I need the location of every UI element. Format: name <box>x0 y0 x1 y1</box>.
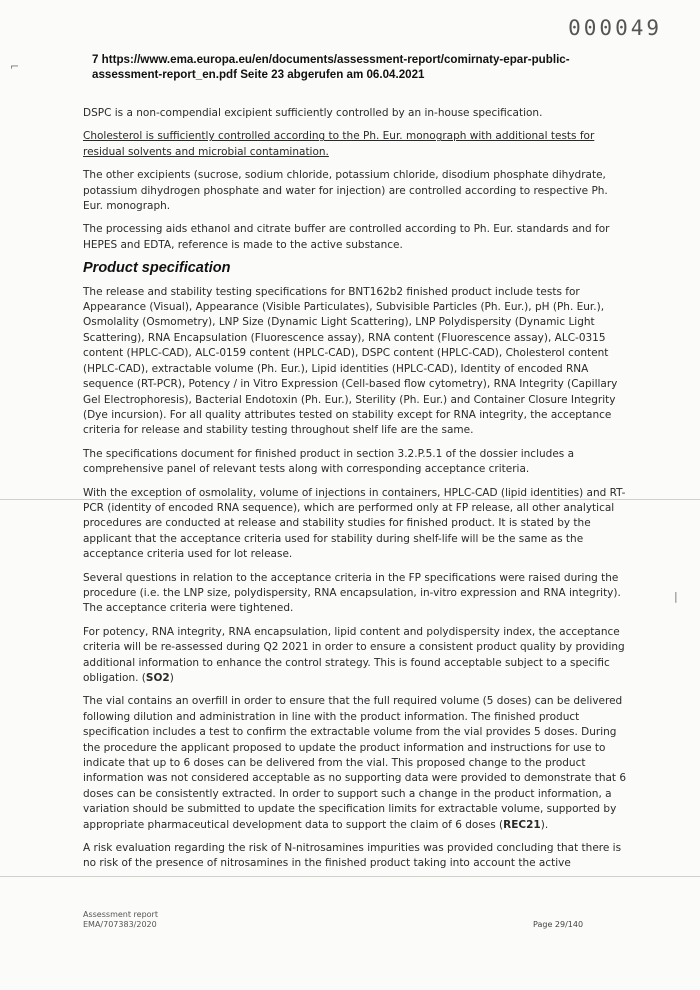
paragraph: Several questions in relation to the acceptance criteria in the FP specifications were raised during the procedure (i.e. the LNP size, polydispersity, RNA encapsulation, in-vitro expression and RNA integrity). The acceptance criteria were tightened. <box>83 571 621 615</box>
paragraph: With the exception of osmolality, volume of injections in containers, HPLC-CAD (lipid identities) and RT-PCR (identity of encoded RNA sequence), which are performed only at FP release, all other analytical procedures are conducted at release and stability studies for finished product. It is stated by the applicant that the acceptance criteria used for stability during shelf-life will be the same as the acceptance criteria used for lot release. <box>83 486 626 561</box>
document-body <box>83 106 628 880</box>
obligation-ref: SO2 <box>145 672 170 684</box>
paragraph: DSPC is a non-compendial excipient sufficiently controlled by an in-house specification. <box>83 107 543 119</box>
paragraph-text: The vial contains an overfill in order to ensure that the full required volume (5 doses) can be delivered following dilution and administration in line with the product information. The finished product specification includes a test to confirm the extractable volume from the vial provides 5 doses. During the procedure the applicant proposed to update the product information and instructions for use to indicate that up to 6 doses can be delivered from the vial. This proposed change to the product information was not considered acceptable as no supporting data were provided to demonstrate that 6 doses can be consistently extracted. In order to support such a change in the product information, a variation should be submitted to update the specification limits for extractable volume, supported by appropriate pharmaceutical development data to support the claim of 6 doses ( <box>83 695 627 831</box>
section-heading: Product specification <box>83 260 231 277</box>
paragraph: The specifications document for finished product in section 3.2.P.5.1 of the dossier includes a comprehensive panel of relevant tests along with corresponding acceptance criteria. <box>83 447 575 476</box>
paragraph-text-end: ). <box>540 818 549 831</box>
recommendation-ref: REC21 <box>503 818 541 831</box>
page-stamp-number: 000049 <box>568 16 662 40</box>
paragraph-text-end: ) <box>169 672 174 684</box>
page-number: Page 29/140 <box>533 920 584 929</box>
paragraph-text: For potency, RNA integrity, RNA encapsulation, lipid content and polydispersity index, the acceptance criteria will be re-assessed during Q2 2021 in order to ensure a consistent product quality by providing additional information to enhance the control strategy. This is found acceptable subject to a specific obligation. ( <box>83 625 625 684</box>
paragraph: The other excipients (sucrose, sodium chloride, potassium chloride, disodium phosphate dihydrate, potassium dihydrogen phosphate and water for injection) are controlled according to respective Ph. Eur. monograph. <box>83 169 608 213</box>
footer-report-info <box>83 910 158 930</box>
paragraph-recommendation <box>83 694 628 833</box>
footer-report-label: Assessment report <box>83 910 158 919</box>
paragraph: The release and stability testing specifications for BNT162b2 finished product include tests for Appearance (Visual), Appearance (Visible Particulates), Subvisible Particles (Ph. Eur.), pH (Ph. Eur.), Osmolality (Osmometry), LNP Size (Dynamic Light Scattering), LNP Polydispersity (Dynamic Light Scattering), RNA Encapsulation (Fluorescence assay), RNA content (Fluorescence assay), ALC-0315 content (HPLC-CAD), ALC-0159 content (HPLC-CAD), DSPC content (HPLC-CAD), Cholesterol content (HPLC-CAD), extractable volume (Ph. Eur.), Lipid identities (HPLC-CAD), Identity of encoded RNA sequence (RT-PCR), Potency / in Vitro Expression (Cell-based flow cytometry), RNA Integrity (Capillary Gel Electrophoresis), Bacterial Endotoxin (Ph. Eur.), Sterility (Ph. Eur.) and Container Closure Integrity (Dye incursion). For all quality attributes tested on stability except for RNA integrity, the acceptance criteria for release and stability testing throughout shelf life are the same. <box>83 285 618 437</box>
source-url-note: 7 https://www.ema.europa.eu/en/documents/assessment-report/comirnaty-epar-public-assessment-report_en.pdf Seite 23 abgerufen am 06.04.2021 <box>92 53 570 81</box>
paragraph: The processing aids ethanol and citrate buffer are controlled according to Ph. Eur. standards and for HEPES and EDTA, reference is made to the active substance. <box>83 223 610 251</box>
footer-report-id: EMA/707383/2020 <box>83 920 157 929</box>
paragraph-underlined: Cholesterol is sufficiently controlled according to the Ph. Eur. monograph with additional tests for residual solvents and microbial contamination. <box>83 130 595 158</box>
scan-edge-mark: ⌐ <box>10 60 20 73</box>
scan-edge-mark: | <box>674 590 678 603</box>
paragraph-obligation <box>83 625 628 687</box>
paragraph: A risk evaluation regarding the risk of N-nitrosamines impurities was provided concluding that there is no risk of the presence of nitrosamines in the finished product taking into account the active <box>83 842 622 870</box>
